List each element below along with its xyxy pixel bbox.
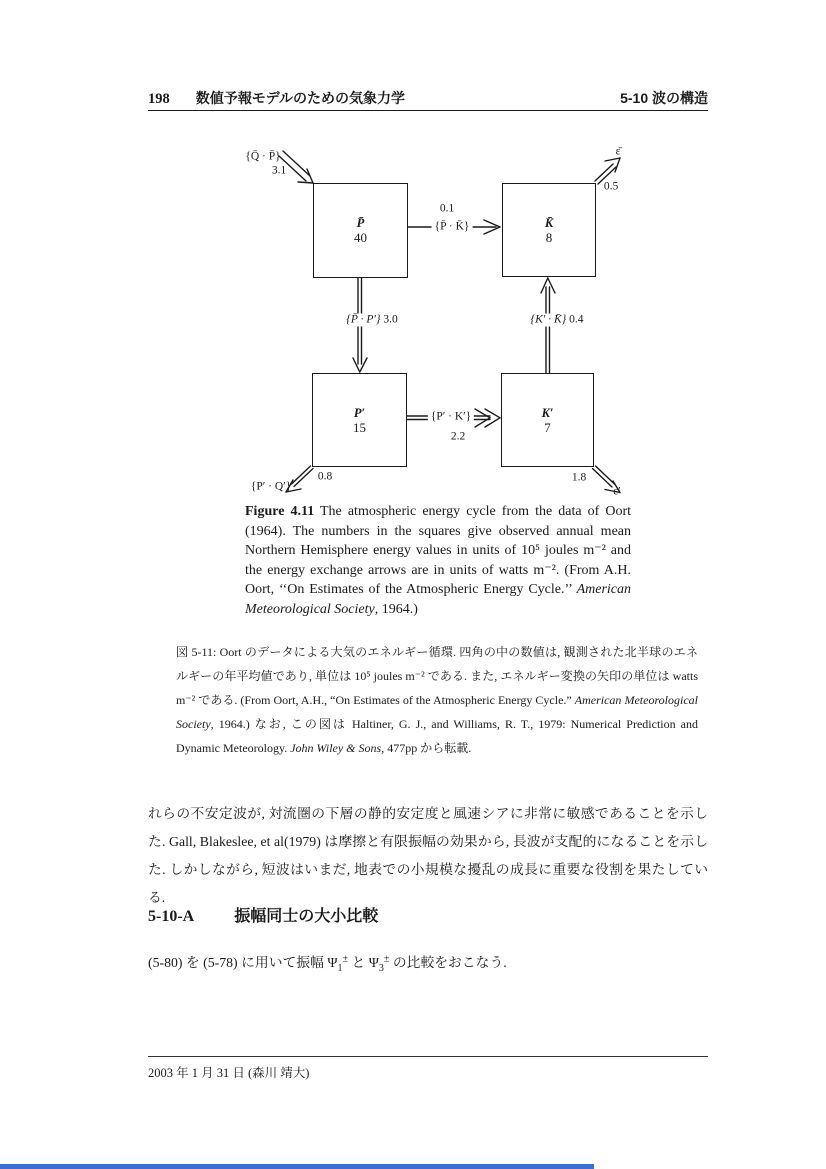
amp-post: の比較をおこなう. xyxy=(389,955,507,970)
flow-label-pq: {P′ · Q′} xyxy=(250,480,292,493)
amp-mid: と xyxy=(348,955,369,970)
flow-label-text: {P̄ · P′} xyxy=(346,313,381,326)
box-eddy-kinetic-energy xyxy=(501,373,594,467)
flow-label-kk xyxy=(528,314,587,327)
page-number: 198 xyxy=(148,91,170,107)
amp-pre: (5-80) を (5-78) に用いて振幅 xyxy=(148,955,328,970)
caption-text-2: , 1964.) なお, この図は Haltiner, G. J., and Williams, R. T., 1979: Numerical Prediction and Dynamic Meteorology. xyxy=(176,717,698,755)
flow-value-eps-prime: 1.8 xyxy=(571,471,587,484)
box-mean-potential-energy xyxy=(313,183,408,278)
box-value: 40 xyxy=(354,230,367,245)
box-value: 8 xyxy=(545,229,553,245)
diagram-arrows xyxy=(230,140,670,505)
bottom-artifact-bar xyxy=(0,1164,594,1169)
body-paragraph: れらの不安定波が, 対流圏の下層の静的安定度と風速シアに非常に敏感であることを示した. Gall, Blakeslee, et al(1979) は摩擦と有限振幅の効果から, 長波が支配的になることを示した. しかしながら, 短波はいまだ, 地表での小規模な擾乱の成長に重要な役割を果たしている. xyxy=(148,806,708,905)
flow-label-pk: {P̄ · K̄} xyxy=(432,221,473,234)
flow-value-pk-prime: 2.2 xyxy=(450,430,466,443)
amplitude-sentence xyxy=(148,951,507,974)
flow-label-eps-bar: ε̄ xyxy=(615,145,621,158)
flow-value-qp: 3.1 xyxy=(271,164,287,177)
flow-value-pp: 3.0 xyxy=(383,313,398,326)
psi-1-symbol: $\Psi_1^\pm$ xyxy=(327,953,349,974)
box-value: 15 xyxy=(353,419,366,435)
box-value: 7 xyxy=(544,419,551,435)
subsection-heading xyxy=(148,903,378,926)
footer-divider xyxy=(148,1056,708,1057)
box-symbol: K̄ xyxy=(544,215,554,230)
caption-journal-2: John Wiley & Sons xyxy=(290,741,382,755)
flow-label-pp xyxy=(343,314,400,327)
figure-caption-japanese xyxy=(176,640,698,760)
footer-date-author: 2003 年 1 月 31 日 (森川 靖大) xyxy=(148,1066,310,1080)
flow-value-eps-bar: 0.5 xyxy=(603,180,619,193)
figure-label-jp: 図 5-11: xyxy=(176,645,217,659)
subsection-number: 5-10-A xyxy=(148,908,195,925)
caption-text-3: , 477pp から転載. xyxy=(381,741,472,755)
flow-label-pk-prime: {P′ · K′} xyxy=(428,411,474,424)
page-header xyxy=(148,88,708,108)
flow-value-pk: 0.1 xyxy=(439,202,455,215)
figure-label: Figure 4.11 xyxy=(245,504,315,519)
section-header: 5-10 波の構造 xyxy=(620,90,708,106)
caption-journal-1: American Meteorological Society xyxy=(176,693,698,731)
flow-label-eps-prime: ε′ xyxy=(613,485,621,498)
header-divider xyxy=(148,110,708,111)
caption-text-1: Oort のデータによる大気のエネルギー循環. 四角の中の数値は, 観測された北半球のエネルギーの年平均値であり, 単位は 10⁵ joules m⁻² である. また, エネルギー変換の矢印の単位は watts m⁻² である. (From Oort, A.H., “On Estimates of the Atmospheric Energy Cycle.” xyxy=(176,645,699,707)
box-mean-kinetic-energy xyxy=(502,183,596,277)
box-symbol: K′ xyxy=(541,405,554,420)
energy-cycle-diagram xyxy=(230,140,670,505)
flow-label-qp: {Q̄ · P̄} xyxy=(245,150,281,163)
flow-label-text: {K′ · K̄} xyxy=(530,313,567,326)
flow-value-pq: 0.8 xyxy=(317,470,333,483)
figure-caption-english xyxy=(245,502,631,620)
flow-value-kk: 0.4 xyxy=(569,313,584,326)
box-eddy-potential-energy xyxy=(312,373,407,467)
box-symbol: P′ xyxy=(353,405,366,420)
figure-caption-journal: American Meteorological Society xyxy=(245,582,631,617)
box-symbol: P̄ xyxy=(356,216,365,230)
psi-3-symbol: $\Psi_3^\pm$ xyxy=(368,953,390,974)
document-title: 数値予報モデルのための気象力学 xyxy=(195,90,406,106)
figure-caption-text: The atmospheric energy cycle from the data of Oort (1964). The numbers in the squares give observed annual mean Northern Hemisphere energy values in units of 10⁵ joules m⁻² and the energy exchange arrows are in units of watts m⁻². (From A.H. Oort, ‘‘On Estimates of the Atmospheric Energy Cycle.’’ xyxy=(245,504,631,598)
subsection-title: 振幅同士の大小比較 xyxy=(234,908,379,925)
figure-caption-tail: , 1964.) xyxy=(374,601,418,617)
